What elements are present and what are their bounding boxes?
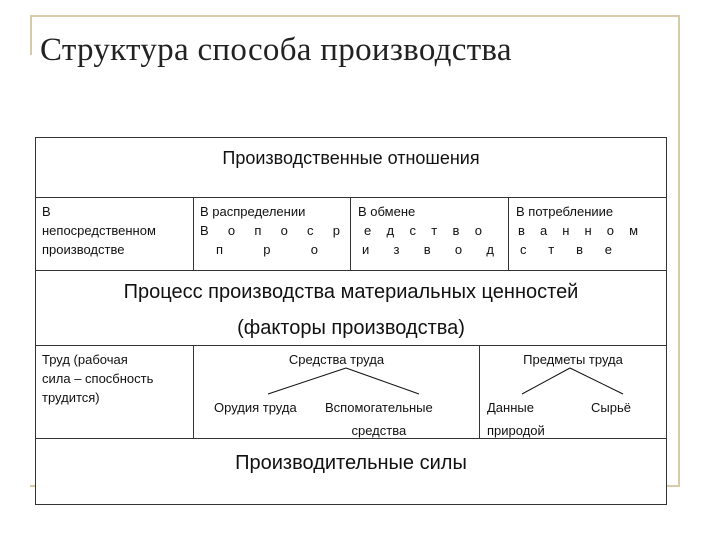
- letter: а: [539, 223, 548, 238]
- letter: н: [584, 223, 592, 238]
- letter: с: [409, 223, 416, 238]
- letter: з: [393, 242, 400, 257]
- letter: в: [576, 242, 583, 257]
- process-heading: Процесс производства материальных ценностей: [123, 281, 579, 303]
- letter: п: [254, 223, 262, 238]
- branch-line: [346, 368, 419, 394]
- structure-table: [35, 137, 667, 505]
- means-auxiliary: [325, 398, 433, 440]
- process-subheading: (факторы производства): [237, 317, 465, 339]
- letter: в: [518, 223, 525, 238]
- letter: о: [606, 223, 614, 238]
- objects-natural: [487, 398, 545, 440]
- column-divider: [508, 197, 509, 270]
- letter: и: [362, 242, 370, 257]
- letter: т: [431, 223, 438, 238]
- means-auxiliary-line: средства: [351, 423, 407, 438]
- row-divider: [36, 197, 666, 198]
- relation-distribution: [200, 202, 342, 259]
- relation-exchange-title: В обмене: [358, 204, 416, 219]
- letter: с: [307, 223, 314, 238]
- letter: о: [227, 223, 236, 238]
- relations-heading: Производственные отношения: [222, 148, 480, 168]
- decorative-top-line: [30, 15, 680, 17]
- letter: р: [332, 223, 340, 238]
- branch-line: [268, 368, 346, 394]
- row-divider: [36, 270, 666, 271]
- relation-consumption: [516, 202, 658, 259]
- relation-direct-line: В: [42, 204, 51, 219]
- slide-title: Структура способа производства: [40, 32, 512, 68]
- relation-exchange-letters: [358, 240, 494, 259]
- row-divider: [36, 345, 666, 346]
- letter: е: [604, 242, 612, 257]
- forces-heading: Производительные силы: [235, 452, 467, 474]
- factor-labor-line: сила – спосбность: [42, 371, 154, 386]
- factor-labor: [42, 350, 153, 407]
- letter: с: [520, 242, 527, 257]
- letter: м: [629, 223, 638, 238]
- relation-direct-line: производстве: [42, 242, 125, 257]
- column-divider: [350, 197, 351, 270]
- objects-of-labor-heading: Предметы труда: [523, 352, 623, 367]
- relation-direct-production: [42, 202, 156, 259]
- objects-raw: Сырьё: [591, 400, 631, 415]
- letter: н: [562, 223, 570, 238]
- letter: в: [452, 223, 460, 238]
- means-of-labor-heading: Средства труда: [288, 352, 385, 367]
- relation-exchange: [358, 202, 500, 259]
- branch-line: [522, 368, 570, 394]
- means-tools: Орудия труда: [214, 400, 297, 415]
- branch-line: [570, 368, 623, 394]
- letter: в: [423, 242, 431, 257]
- letter: е: [364, 223, 372, 238]
- letter: д: [486, 242, 494, 257]
- objects-branch-arrows: [480, 366, 666, 396]
- letter: р: [263, 242, 271, 257]
- relation-consumption-letters: [516, 221, 638, 240]
- letter: о: [280, 223, 288, 238]
- relation-consumption-title: В потреблениие: [516, 204, 614, 219]
- column-divider: [193, 197, 194, 270]
- letter: д: [386, 223, 395, 238]
- factor-labor-line: трудится): [42, 390, 100, 405]
- objects-natural-line: Данные: [487, 400, 534, 415]
- relation-distribution-title: В распределении: [200, 204, 306, 219]
- relation-distribution-letters: [200, 221, 340, 240]
- letter: о: [474, 223, 482, 238]
- relation-exchange-letters: [358, 221, 482, 240]
- means-auxiliary-line: Вспомогательные: [325, 400, 433, 415]
- relation-distribution-letters: [200, 240, 318, 259]
- letter: п: [216, 242, 224, 257]
- objects-natural-line: природой: [487, 423, 545, 438]
- decorative-left-line: [30, 15, 32, 55]
- letter: т: [548, 242, 555, 257]
- factor-labor-line: Труд (рабочая: [42, 352, 128, 367]
- letter: В: [200, 223, 209, 238]
- letter: о: [310, 242, 318, 257]
- relation-consumption-letters: [516, 240, 612, 259]
- means-branch-arrows: [194, 366, 479, 396]
- relation-direct-line: непосредственном: [42, 223, 156, 238]
- decorative-right-line: [678, 15, 680, 485]
- letter: о: [454, 242, 463, 257]
